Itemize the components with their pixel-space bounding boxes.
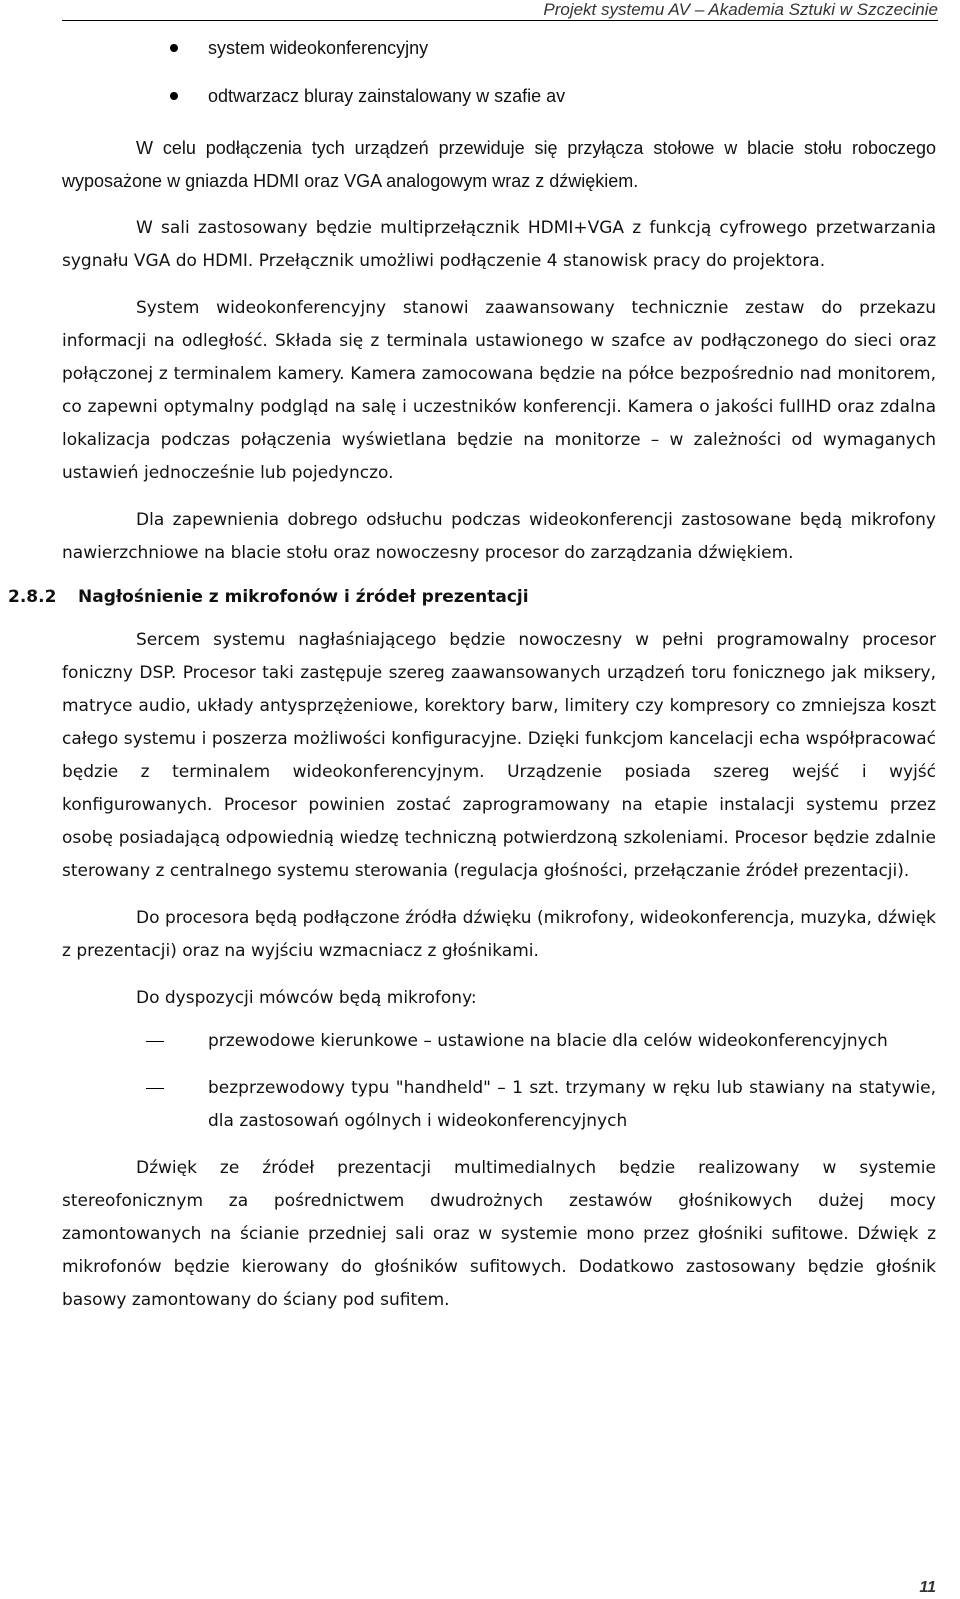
section-heading <box>8 580 936 614</box>
paragraph-dsp-processor: Sercem systemu nagłaśniającego będzie nowoczesny w pełni programowalny procesor foniczny DSP. Procesor taki zastępuje szereg zaawansowanych urządzeń toru fonicznego jak miksery, matryce audio, układy antysprzężeniowe, korektory barw, limitery czy kompresory co zmniejsza koszt całego systemu i poszerza możliwości konfiguracyjne. Dzięki funkcjom kancelacji echa współpracować będzie z terminalem wideokonferencyjnym. Urządzenie posiada szereg wejść i wyjść konfigurowanych. Procesor powinien zostać zaprogramowany na etapie instalacji systemu przez osobę posiadającą odpowiednią wiedzę techniczną potwierdzoną szkoleniami. Procesor będzie zdalnie sterowany z centralnego systemu sterowania (regulacja głośności, przełączanie źródeł prezentacji). <box>62 630 936 881</box>
list-item: odtwarzacz bluray zainstalowany w szafie av <box>62 80 936 128</box>
microphone-list <box>62 1025 936 1138</box>
paragraph-videoconference: System wideokonferencyjny stanowi zaawansowany technicznie zestaw do przekazu informacji na odległość. Składa się z terminala ustawionego w szafce av podłączonego do sieci oraz połączonej z terminalem kamery. Kamera zamocowana będzie na półce bezpośrednio nad monitorem, co zapewni optymalny podgląd na salę i uczestników konferencji. Kamera o jakości fullHD oraz zdalna lokalizacja podczas połączenia wyświetlana będzie na monitorze – w zależności od wymaganych ustawień jednocześnie lub pojedynczo. <box>62 298 936 483</box>
paragraph-microphones-intro: Do dyspozycji mówców będą mikrofony: <box>136 988 477 1008</box>
paragraph-connections: W celu podłączenia tych urządzeń przewiduje się przyłącza stołowe w blacie stołu roboczego wyposażone w gniazda HDMI oraz VGA analogowym wraz z dźwiękiem. <box>62 138 936 191</box>
paragraph-audio-listening: Dla zapewnienia dobrego odsłuchu podczas wideokonferencji zastosowane będą mikrofony nawierzchniowe na blacie stołu oraz nowoczesny procesor do zarządzania dźwiękiem. <box>62 510 936 563</box>
header-rule <box>62 20 938 21</box>
running-header: Projekt systemu AV – Akademia Sztuki w Szczecinie <box>543 0 938 19</box>
section-number: 2.8.2 <box>8 587 57 607</box>
paragraph-speakers: Dźwięk ze źródeł prezentacji multimedialnych będzie realizowany w systemie stereofonicznym za pośrednictwem dwudrożnych zestawów głośnikowych dużej mocy zamontowanych na ścianie przedniej sali oraz w systemie mono przez głośniki sufitowe. Dźwięk z mikrofonów będzie kierowany do głośników sufitowych. Dodatkowo zastosowany będzie głośnik basowy zamontowany do ściany pod sufitem. <box>62 1158 936 1310</box>
page-content <box>8 32 936 1317</box>
list-item: bezprzewodowy typu "handheld" – 1 szt. trzymany w ręku lub stawiany na statywie, dla zastosowań ogólnych i wideokonferencyjnych <box>62 1072 936 1138</box>
equipment-bullet-list <box>62 32 936 128</box>
paragraph-switcher: W sali zastosowany będzie multiprzełącznik HDMI+VGA z funkcją cyfrowego przetwarzania sygnału VGA do HDMI. Przełącznik umożliwi podłączenie 4 stanowisk pracy do projektora. <box>62 218 936 271</box>
bullet-icon <box>170 44 178 52</box>
list-item: system wideokonferencyjny <box>62 32 936 80</box>
list-item: przewodowe kierunkowe – ustawione na blacie dla celów wideokonferencyjnych <box>62 1025 936 1058</box>
dash-icon <box>146 1088 164 1089</box>
section-title: Nagłośnienie z mikrofonów i źródeł prezentacji <box>78 587 529 607</box>
dash-icon <box>146 1041 164 1042</box>
page-number: 11 <box>919 1579 936 1596</box>
bullet-icon <box>170 92 178 100</box>
paragraph-sound-sources: Do procesora będą podłączone źródła dźwięku (mikrofony, wideokonferencja, muzyka, dźwięk z prezentacji) oraz na wyjściu wzmacniacz z głośnikami. <box>62 908 936 961</box>
